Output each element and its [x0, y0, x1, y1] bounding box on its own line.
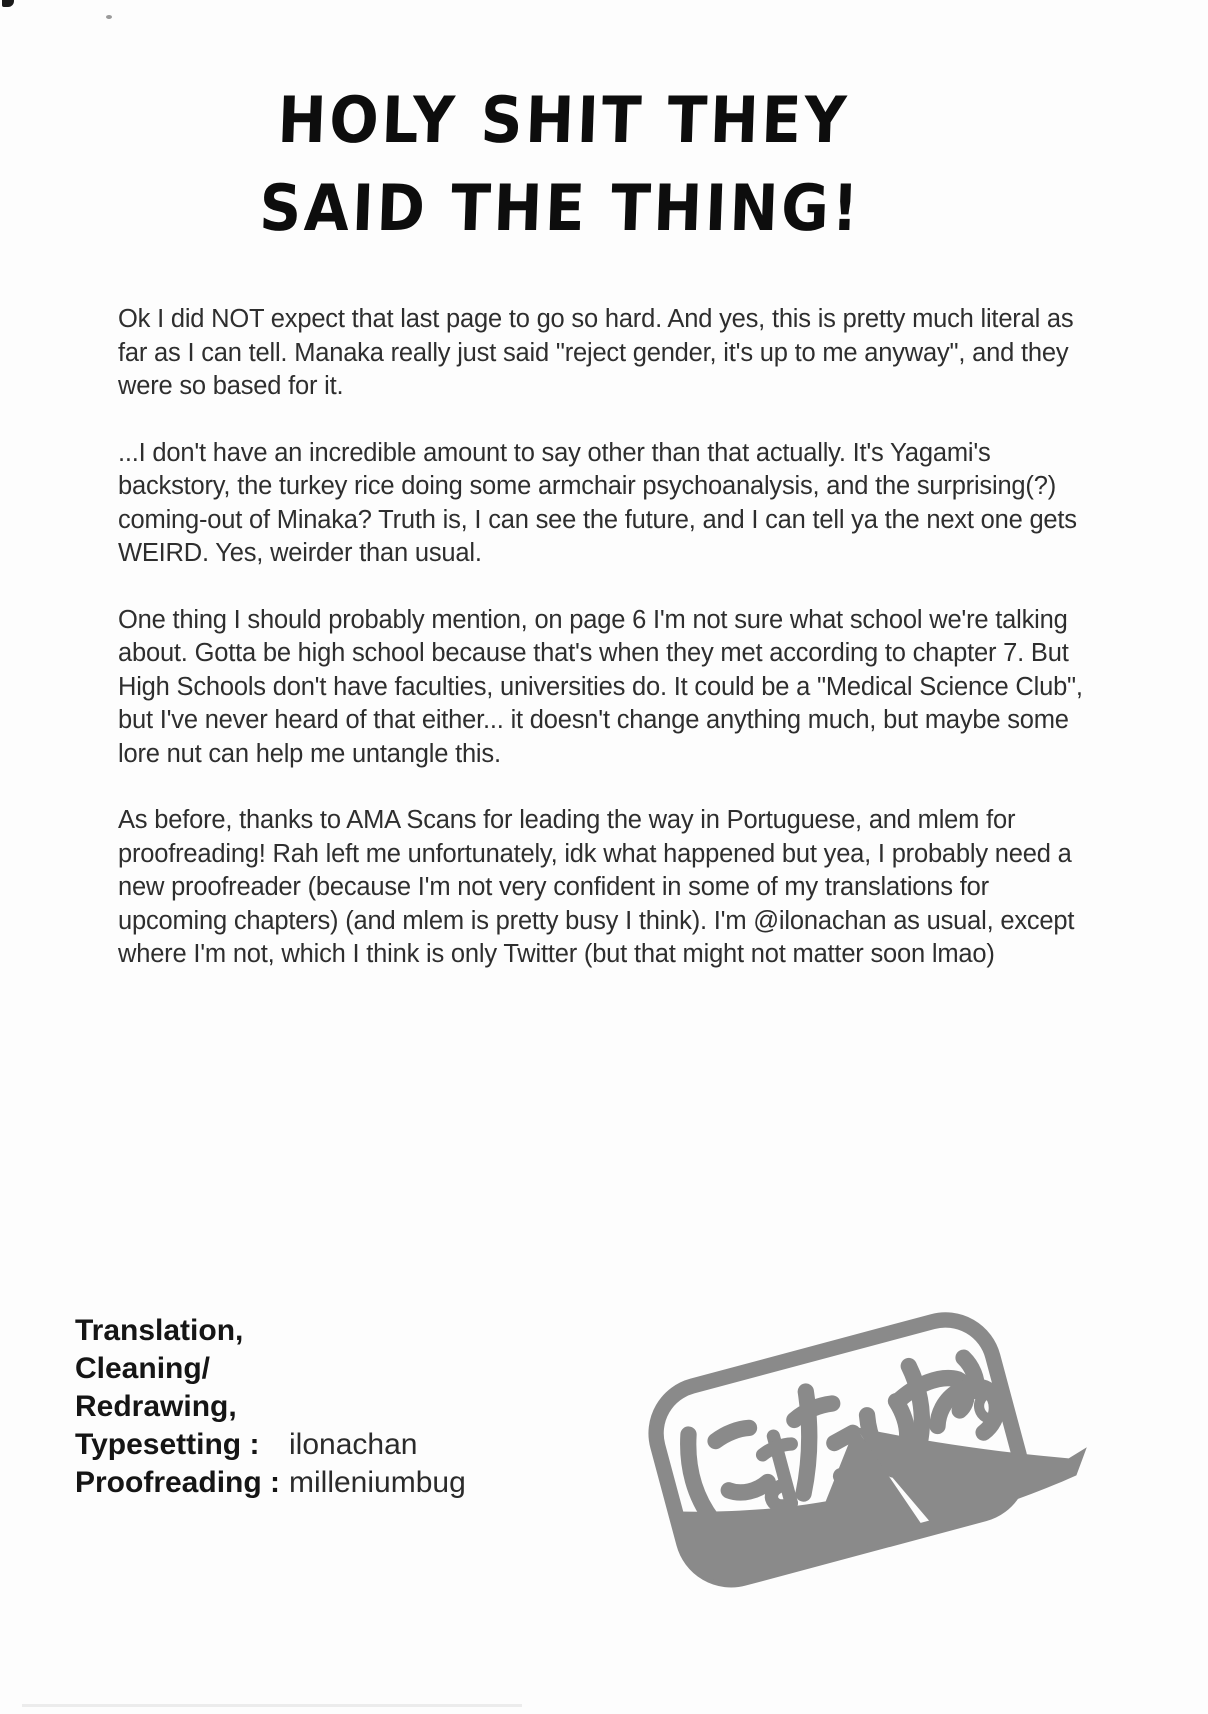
paragraph-3: One thing I should probably mention, on page 6 I'm not sure what school we're talking about. Gotta be high school because that's when they met according to chapter 7. But High Schools don't have faculties, universities do. It could be a "Medical Science Club", but I've never heard of that either... it doesn't change anything much, but maybe some lore nut can help me untangle this. [118, 605, 1083, 768]
paragraph-2: ...I don't have an incredible amount to say other than that actually. It's Yagami's backstory, the turkey rice doing some armchair psychoanalysis, and the surprising(?) coming-out of Minaka? Truth is, I can see the future, and I can tell ya the next one gets WEIRD. Yes, weirder than usual. [118, 438, 1077, 567]
credits-block [75, 1312, 466, 1502]
credit-label: Typesetting : [75, 1428, 260, 1461]
credit-row-proofreading [75, 1464, 466, 1502]
scan-artifact-speck [106, 15, 112, 19]
scan-artifact-speck [2, 0, 14, 7]
afterword-body [118, 303, 1090, 1005]
title-line-1: HOLY SHIT THEY [276, 82, 851, 158]
page-title [0, 76, 1130, 252]
credit-row-typesetting [75, 1426, 466, 1464]
logo-stamp-graphic [605, 1282, 1115, 1622]
credit-label: Proofreading : [75, 1466, 281, 1499]
credit-role-line: Redrawing, [75, 1390, 237, 1423]
credit-value: milleniumbug [289, 1466, 466, 1499]
credit-role-line: Translation, [75, 1314, 244, 1347]
scan-artifact-smudge [22, 1704, 522, 1707]
title-line-2: SAID THE THING! [258, 170, 863, 246]
paragraph-1: Ok I did NOT expect that last page to go so hard. And yes, this is pretty much literal as far as I can tell. Manaka really just said "reject gender, it's up to me anyway", and they were so based for it. [118, 305, 1074, 400]
paragraph-4: As before, thanks to AMA Scans for leading the way in Portuguese, and mlem for proofreading! Rah left me unfortunately, idk what happened but yea, I probably need a new proofreader (because I'm not very confident in some of my translations for upcoming chapters) (and mlem is pretty busy I think). I'm @ilonachan as usual, except where I'm not, which I think is only Twitter (but that might not matter soon lmao) [118, 806, 1075, 968]
credit-value: ilonachan [289, 1428, 418, 1461]
circle-logo-stamp [605, 1282, 1115, 1622]
credit-role-line: Cleaning/ [75, 1352, 211, 1385]
